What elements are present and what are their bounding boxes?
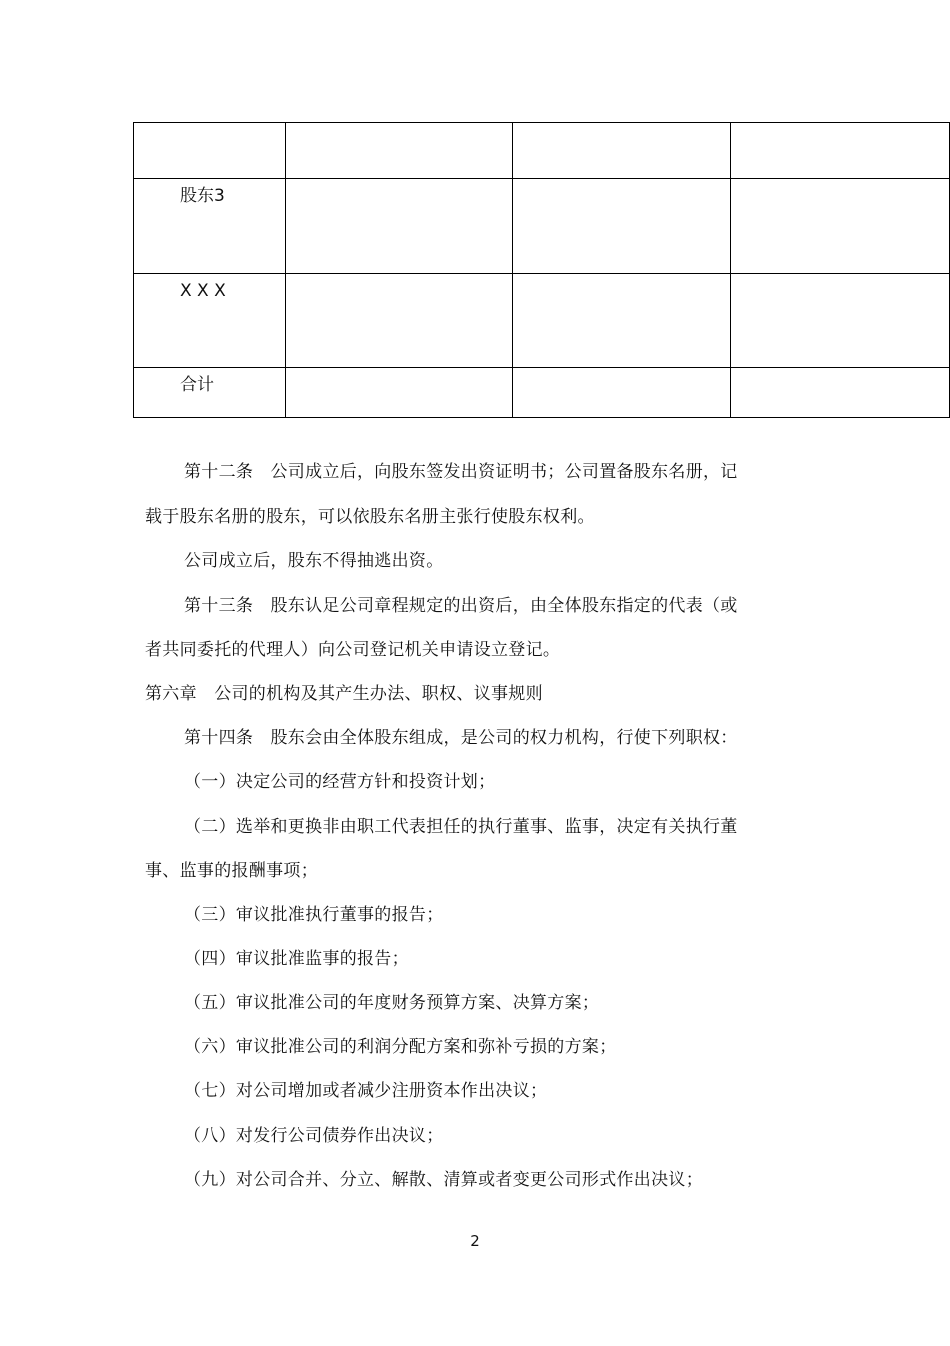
table-row — [134, 274, 950, 368]
list-item-5: （五）审议批准公司的年度财务预算方案、决算方案； — [184, 993, 600, 1013]
table-cell — [513, 368, 731, 418]
list-item-3: （三）审议批准执行董事的报告； — [184, 905, 444, 925]
page-number: 2 — [470, 1232, 480, 1250]
list-item-8: （八）对发行公司债券作出决议； — [184, 1126, 444, 1146]
article-13-line1: 第十三条 股东认足公司章程规定的出资后，由全体股东指定的代表（或 — [184, 596, 738, 616]
article-12-line2: 载于股东名册的股东，可以依股东名册主张行使股东权利。 — [145, 507, 595, 527]
table-cell — [513, 274, 731, 368]
list-item-2-line1: （二）选举和更换非由职工代表担任的执行董事、监事，决定有关执行董 — [184, 817, 738, 837]
table-cell — [286, 274, 513, 368]
table-cell — [286, 123, 513, 179]
table-row — [134, 368, 950, 418]
table-cell-total-label: 合计 — [134, 368, 286, 418]
list-item-2-line2: 事、监事的报酬事项； — [145, 861, 318, 881]
article-14: 第十四条 股东会由全体股东组成，是公司的权力机构，行使下列职权： — [184, 728, 738, 748]
table-cell-shareholder-name: 股东3 — [134, 179, 286, 274]
article-12-para2: 公司成立后，股东不得抽逃出资。 — [184, 551, 444, 571]
table-cell — [286, 368, 513, 418]
list-item-9: （九）对公司合并、分立、解散、清算或者变更公司形式作出决议； — [184, 1170, 703, 1190]
table-cell — [134, 123, 286, 179]
list-item-6: （六）审议批准公司的利润分配方案和弥补亏损的方案； — [184, 1037, 617, 1057]
chapter-6-heading: 第六章 公司的机构及其产生办法、职权、议事规则 — [145, 684, 543, 704]
table-cell — [513, 123, 731, 179]
table-cell — [731, 179, 950, 274]
list-item-7: （七）对公司增加或者减少注册资本作出决议； — [184, 1081, 548, 1101]
article-12-line1: 第十二条 公司成立后，向股东签发出资证明书；公司置备股东名册，记 — [184, 462, 738, 482]
table-cell-shareholder-name: X X X — [134, 274, 286, 368]
list-item-1: （一）决定公司的经营方针和投资计划； — [184, 772, 496, 792]
table-cell — [731, 123, 950, 179]
article-13-line2: 者共同委托的代理人）向公司登记机关申请设立登记。 — [145, 640, 561, 660]
list-item-4: （四）审议批准监事的报告； — [184, 949, 409, 969]
table-row — [134, 179, 950, 274]
table-cell — [513, 179, 731, 274]
table-cell — [731, 368, 950, 418]
shareholder-table — [133, 122, 950, 418]
table-row — [134, 123, 950, 179]
table-cell — [286, 179, 513, 274]
table-cell — [731, 274, 950, 368]
